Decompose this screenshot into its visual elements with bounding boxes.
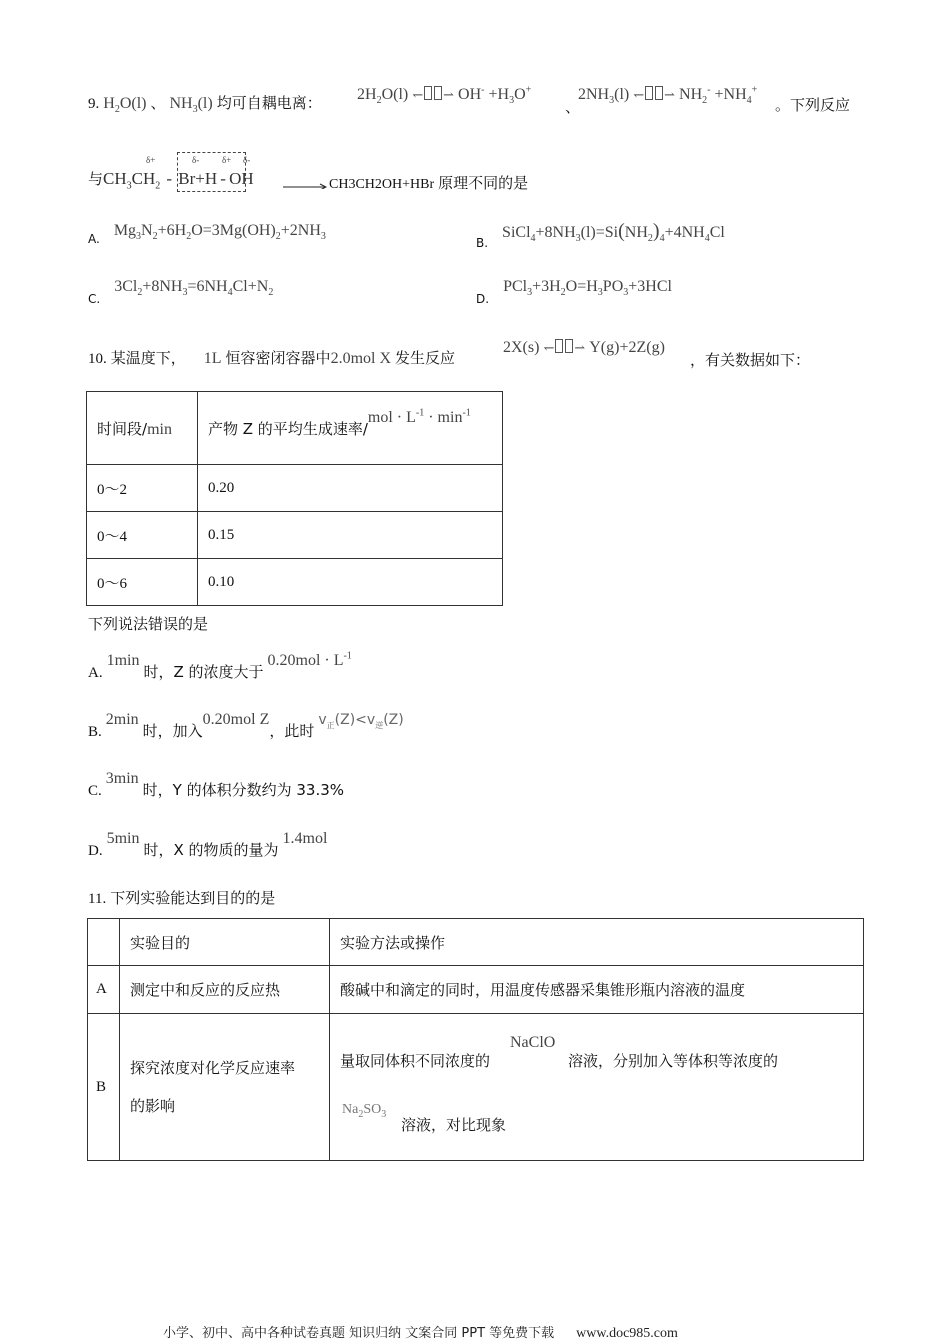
q9-option-a[interactable]: $_{A.}$ $Mg_3N_2+6H_2O=3Mg(OH)_2+2NH_3$ — [88, 222, 326, 246]
q9-line2: 与$CH_3CH_2 - Br+H$ - OH — [88, 169, 254, 192]
table-row: A 测定中和反应的反应热 酸碱中和滴定的同时，用温度传感器采集锥形瓶内溶液的温度 — [88, 966, 864, 1014]
table-header-period: 时间段/min — [87, 392, 198, 465]
q10-stem: 10. 某温度下， 1L 恒容密闭容器中2.0mol X 发生反应 — [88, 349, 456, 367]
q9-line2-end: CH3CH2OH+HBr 原理不同的是 — [329, 174, 529, 192]
table-header-row — [88, 919, 864, 966]
table-row: 0～2 0.20 — [87, 465, 503, 512]
table-row: 0～4 0.15 — [87, 512, 503, 559]
q9-option-c[interactable]: $_{C.}$ $3Cl_2+8NH_3=6NH_4Cl+N_2$ — [88, 278, 274, 306]
q9-line1: 9. $H_2O(l)$ 、 $NH_3(l)$ 均可自耦电离： — [88, 94, 322, 116]
table-header-method: 实验方法或操作 — [330, 919, 864, 966]
reversible-arrow-icon: ↽ ⇀ — [412, 87, 455, 102]
q10-option-a[interactable]: A. 1min 时，Z 的浓度大于 $0.20mol \cdot L^{-1}$ — [88, 650, 352, 681]
q9-number: 9. — [88, 96, 100, 112]
arrow-icon — [283, 176, 327, 186]
table-row: B 探究浓度对化学反应速率 的影响 量取同体积不同浓度的 NaClO 溶液，分别加入等体积等浓度的 $Na_2SO_3$ 溶液，对比现象 — [88, 1014, 864, 1161]
q9-equation-ammonia: $2NH_3(l)$ ↽ ⇀ $NH_2^- +NH_4^+$ — [578, 84, 758, 107]
reversible-arrow-icon: ↽ ⇀ — [633, 87, 676, 102]
reversible-arrow-icon: ↽ ⇀ — [543, 340, 586, 355]
table-header-rate: 产物 Z 的平均生成速率$/mol \cdot L^{-1} \cdot \min^{-1}$ — [198, 392, 503, 465]
q10-option-d[interactable]: D. 5min 时，X 的物质的量为 1.4mol — [88, 830, 328, 859]
q9-option-b[interactable]: $_{B.}$ $SiCl_4+8NH_3(l)=Si(NH_2)_4+4NH_4Cl$ — [476, 220, 725, 250]
q10-option-b[interactable]: B. 2min 时，加入0.20mol Z，此时 $v_正(Z)<v_逆(Z)$ — [88, 711, 404, 740]
experiment-table — [87, 918, 864, 1161]
q9-species-ammonia: $NH_3(l)$ — [169, 95, 213, 116]
table-header-purpose: 实验目的 — [120, 919, 330, 966]
q11-stem: 11. 下列实验能达到目的的是 — [88, 889, 276, 907]
q9-option-d[interactable]: $_{D.}$ $PCl_3+3H_2O=H_3PO_3+3HCl$ — [476, 278, 672, 306]
q10-prompt: 下列说法错误的是 — [88, 615, 209, 633]
page-footer: 小学、初中、高中各种试卷真题 知识归纳 文案合同 PPT 等免费下载 www.doc985.com — [163, 1326, 678, 1341]
footer-url[interactable]: www.doc985.com — [576, 1326, 678, 1341]
q9-species-water: $H_2O(l)$ — [103, 95, 147, 116]
q9-equation-water: $2H_2O(l)$ ↽ ⇀ $OH^- +H_3O^+$ — [357, 84, 532, 107]
q10-option-c[interactable]: C. 3min 时，Y 的体积分数约为 33.3% — [88, 770, 345, 799]
table-header-row — [87, 392, 503, 465]
q10-equation: 2X(s) ↽ ⇀ Y(g)+2Z(g) — [503, 339, 665, 356]
rate-table — [86, 391, 503, 606]
table-row: 0～6 0.10 — [87, 559, 503, 606]
